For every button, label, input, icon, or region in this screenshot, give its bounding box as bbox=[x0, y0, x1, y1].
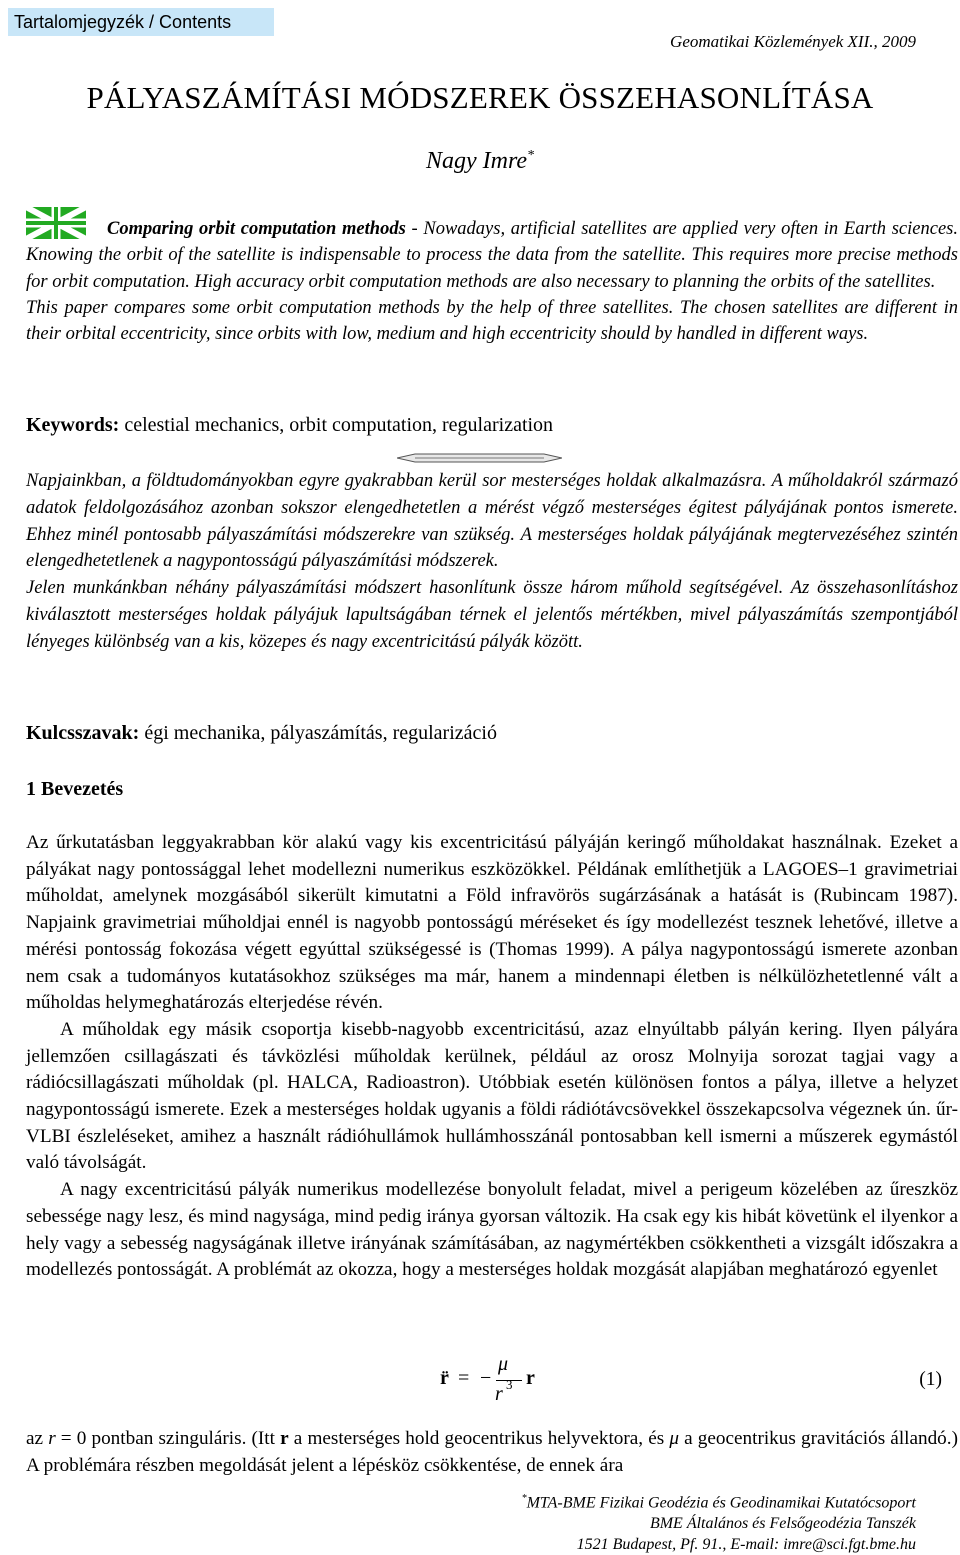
keywords-label: Kulcsszavak: bbox=[26, 722, 140, 744]
text-span: az bbox=[26, 1428, 49, 1449]
body-text bbox=[26, 830, 958, 1284]
body-paragraph: A nagy excentricitású pályák numerikus modellezése bonyolult feladat, mivel a perigeum közelében az űreszköz sebessége nagy lesz, és mind nagysága, mind pedig iránya gyorsan változik. Ha csak egy kis hibát követünk el ilyenkor a hely vagy a sebesség nagyságának illetve irányának számításában, az nagymértékben csökkentheti a vizsgált időszakra a modellezés pontosságát. A problémát az okozza, hogy a mesterséges holdak mozgását alapjában meghatározó egyenlet bbox=[26, 1179, 958, 1281]
math-r-vector: r bbox=[280, 1428, 289, 1449]
abstract-paragraph: Napjainkban, a földtudományokban egyre gyakrabban kerül sor mesterséges holdak alkalmazásra. A műholdakról származó adatok feldolgozásához azonban sokszor elengedhetetlen a mérést végző mesterséges égitest pályájának pontos ismerete. Ehhez minél pontosabb pályaszámítási módszerekre van szükség. A mesterséges holdak pályájának megtervezéséhez szintén elengedhetetlenek a nagypontosságú pályaszámítási módszerek. bbox=[26, 471, 958, 572]
english-abstract bbox=[26, 216, 958, 347]
footnote-line: BME Általános és Felsőgeodézia Tanszék bbox=[649, 1515, 916, 1533]
footnote-mark: * bbox=[521, 1493, 527, 1504]
keywords-text: égi mechanika, pályaszámítás, regularizáció bbox=[139, 722, 497, 744]
section-divider bbox=[397, 452, 562, 464]
footnote bbox=[522, 1488, 916, 1555]
hungarian-abstract bbox=[26, 468, 958, 656]
body-text-continued bbox=[26, 1426, 958, 1479]
math-r: r bbox=[48, 1428, 56, 1449]
equation-exponent: 3 bbox=[506, 1377, 513, 1392]
footnote-affiliation: MTA-BME Fizikai Geodézia és Geodinamikai Kutatócsoport bbox=[526, 1494, 916, 1512]
math-mu: μ bbox=[669, 1428, 679, 1449]
keywords-text: celestial mechanics, orbit computation, regularization bbox=[119, 414, 554, 436]
text-span: = 0 pontban szinguláris. (Itt bbox=[55, 1428, 281, 1449]
text-span: a geocentrikus gravitációs állandó.) A problémára részben megoldását jelent a lépésköz csökkentése, de ennek ára bbox=[26, 1428, 958, 1476]
equation-minus: − bbox=[480, 1367, 492, 1389]
abstract-paragraph: Jelen munkánkban néhány pályaszámítási módszert hasonlítunk össze három műhold segítségével. Az összehasonlításhoz kiválasztott mesterséges holdak pályájuk lapultságában térnek el jelentős mértékben, mivel pályaszámítás szempontjából lényeges különbség van a kis, közepes és nagy excentricitású pályák között. bbox=[26, 578, 958, 652]
equation-numerator: μ bbox=[498, 1353, 509, 1375]
footnote-line bbox=[522, 1488, 916, 1513]
keywords-en bbox=[26, 414, 553, 437]
author bbox=[0, 148, 960, 175]
equation-number: (1) bbox=[919, 1369, 942, 1390]
body-paragraph: A műholdak egy másik csoportja kisebb-nagyobb excentricitású, azaz elnyúltabb pályán kering. Ilyen pályára jellemzően csillagászati és távközlési műholdak kerülnek, például az orosz Molnyija sorozat tagjai vagy a rádiócsillagászati műholdak (pl. HALCA, Radioastron). Utóbbiak esetén különösen fontos a pálya, illetve a helyzet nagypontosságú ismerete. Ezek a mesterséges holdak ugyanis a földi rádiótávcsövekkel összekapcsolva végeznek ún. űr-VLBI észleléseket, amihez a használt rádióhullámok hullámhosszánál pontosabban kell ismerni a műszerek egymástól való távolságát. bbox=[26, 1018, 958, 1174]
equation-rhs: r bbox=[526, 1367, 535, 1389]
journal-header: Geomatikai Közlemények XII., 2009 bbox=[670, 32, 916, 51]
body-paragraph bbox=[26, 1426, 958, 1479]
text-span: a mesterséges hold geocentrikus helyvektora, és bbox=[288, 1428, 670, 1449]
equation-1 bbox=[440, 1355, 600, 1415]
keywords-hu bbox=[26, 722, 497, 745]
section-heading: 1 Bevezetés bbox=[26, 778, 124, 800]
author-footnote-mark: * bbox=[527, 148, 535, 163]
abstract-text: - Nowadays, artificial satellites are applied very often in Earth sciences. Knowing the orbit of the satellite is indispensable to process the data from the satellite. This requires more precise methods for orbit computation. High accuracy orbit computation methods are also necessary to planning the orbits of the satellites. bbox=[26, 219, 958, 292]
abstract-heading: Comparing orbit computation methods bbox=[107, 219, 406, 239]
abstract-paragraph: This paper compares some orbit computation methods by the help of three satellites. The chosen satellites are different in their orbital eccentricity, since orbits with low, medium and high eccentricity should by handled in different ways. bbox=[26, 297, 958, 345]
table-of-contents-link[interactable]: Tartalomjegyzék / Contents bbox=[8, 8, 274, 36]
paper-title: PÁLYASZÁMÍTÁSI MÓDSZEREK ÖSSZEHASONLÍTÁSA bbox=[86, 80, 874, 115]
equation-lhs: r̈ bbox=[440, 1367, 449, 1389]
body-paragraph: Az űrkutatásban leggyakrabban kör alakú vagy kis excentricitású pályáján keringő műholdakat használnak. Ezeket a pályákat nagy pontossággal lehet modellezni numerikus eszközökkel. Példának említhetjük a LAGOES–1 gravimetriai műholdat, amelynek mozgásából sikerült kimutatni a Föld infravörös sugárzásának a hatását is (Rubincam 1987). Napjaink gravimetriai műholdjai ennél is nagyobb pontosságú méréseket és így modellezést tesznek lehetővé, illetve a mérési pontosság fokozása végett egyúttal szükségessé is (Thomas 1999). A pálya nagypontosságú ismerete azonban nem csak a tudományos kutatásokhoz szükséges ma már, hanem a mindennapi életben is nélkülözhetetlenné vált a műholdas helymeghatározás elterjedése révén. bbox=[26, 832, 958, 1014]
equation-denominator: r bbox=[495, 1383, 503, 1405]
abstract-paragraph bbox=[26, 216, 958, 295]
author-name: Nagy Imre bbox=[425, 148, 528, 174]
footnote-line: 1521 Budapest, Pf. 91., E-mail: imre@sci.fgt.bme.hu bbox=[576, 1536, 916, 1554]
equation-equals: = bbox=[458, 1367, 470, 1389]
keywords-label: Keywords: bbox=[26, 414, 120, 436]
